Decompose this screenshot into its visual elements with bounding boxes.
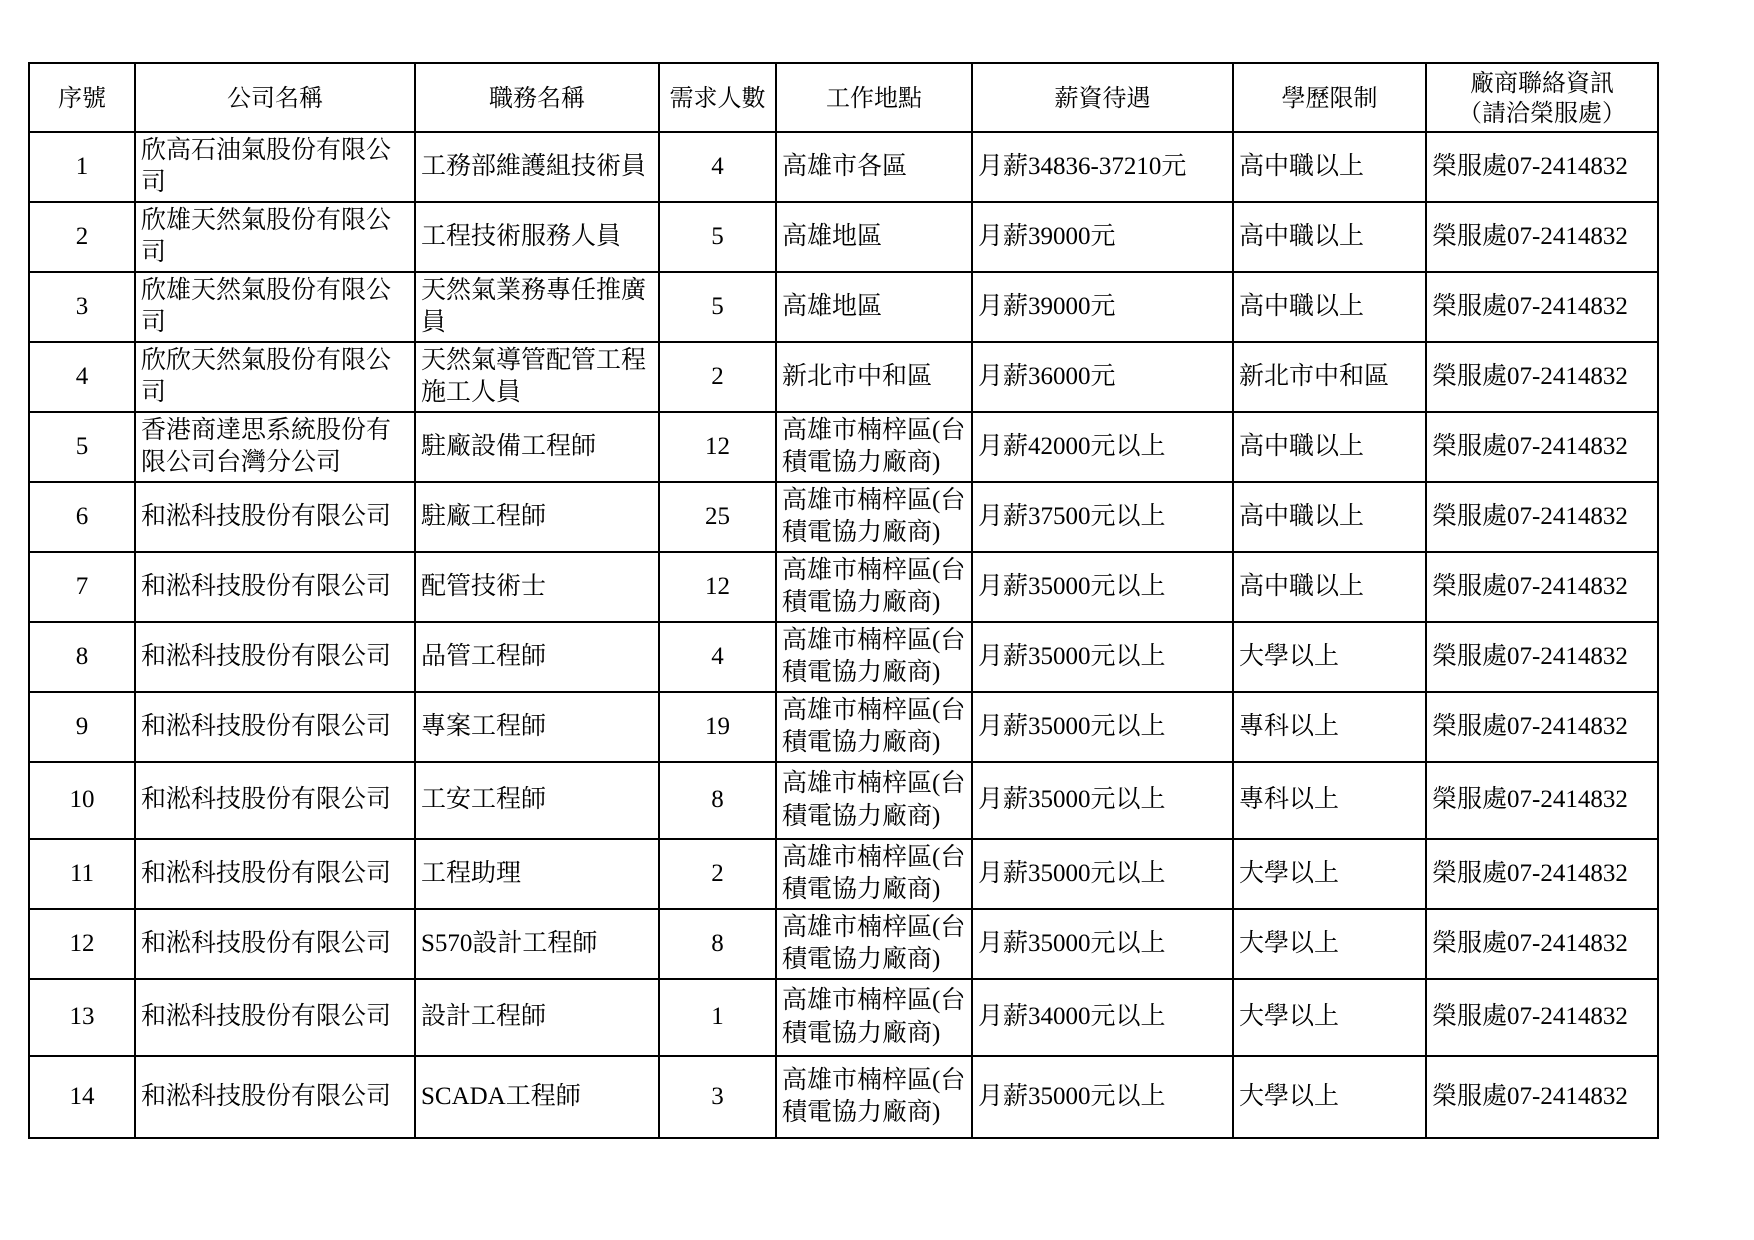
company-name: 和淞科技股份有限公司: [135, 692, 415, 762]
headcount: 3: [659, 1056, 776, 1138]
row-number: 14: [29, 1056, 135, 1138]
education-requirement: 新北市中和區: [1233, 342, 1426, 412]
table-row: [29, 272, 1658, 342]
table-row: [29, 839, 1658, 909]
headcount: 4: [659, 132, 776, 202]
education-requirement: 高中職以上: [1233, 272, 1426, 342]
job-title: SCADA工程師: [415, 1056, 659, 1138]
work-location: 高雄市楠梓區(台積電協力廠商): [776, 762, 972, 839]
table-row: [29, 412, 1658, 482]
job-listing-table: [28, 62, 1659, 1139]
table-row: [29, 762, 1658, 839]
company-name: 欣高石油氣股份有限公司: [135, 132, 415, 202]
work-location: 高雄市楠梓區(台積電協力廠商): [776, 552, 972, 622]
company-name: 欣雄天然氣股份有限公司: [135, 202, 415, 272]
contact-info: 榮服處07-2414832: [1426, 909, 1658, 979]
job-title: 專案工程師: [415, 692, 659, 762]
company-name: 香港商達思系統股份有限公司台灣分公司: [135, 412, 415, 482]
company-name: 和淞科技股份有限公司: [135, 762, 415, 839]
row-number: 10: [29, 762, 135, 839]
row-number: 3: [29, 272, 135, 342]
salary: 月薪42000元以上: [972, 412, 1233, 482]
contact-info: 榮服處07-2414832: [1426, 132, 1658, 202]
table-row: [29, 202, 1658, 272]
row-number: 8: [29, 622, 135, 692]
work-location: 高雄市各區: [776, 132, 972, 202]
contact-info: 榮服處07-2414832: [1426, 482, 1658, 552]
table-row: [29, 1056, 1658, 1138]
education-requirement: 大學以上: [1233, 979, 1426, 1056]
contact-info: 榮服處07-2414832: [1426, 552, 1658, 622]
salary: 月薪35000元以上: [972, 909, 1233, 979]
table-header: [29, 63, 1658, 132]
education-requirement: 高中職以上: [1233, 132, 1426, 202]
education-requirement: 高中職以上: [1233, 552, 1426, 622]
work-location: 高雄市楠梓區(台積電協力廠商): [776, 622, 972, 692]
contact-info: 榮服處07-2414832: [1426, 202, 1658, 272]
table-row: [29, 132, 1658, 202]
education-requirement: 高中職以上: [1233, 202, 1426, 272]
row-number: 13: [29, 979, 135, 1056]
header-company: 公司名稱: [135, 63, 415, 132]
job-title: 設計工程師: [415, 979, 659, 1056]
header-contact: [1426, 63, 1658, 132]
header-contact-line1: 廠商聯絡資訊: [1470, 68, 1614, 97]
salary: 月薪34836-37210元: [972, 132, 1233, 202]
headcount: 8: [659, 909, 776, 979]
headcount: 4: [659, 622, 776, 692]
salary: 月薪35000元以上: [972, 762, 1233, 839]
work-location: 新北市中和區: [776, 342, 972, 412]
education-requirement: 高中職以上: [1233, 482, 1426, 552]
headcount: 2: [659, 342, 776, 412]
contact-info: 榮服處07-2414832: [1426, 342, 1658, 412]
header-count: 需求人數: [659, 63, 776, 132]
job-title: 工程技術服務人員: [415, 202, 659, 272]
contact-info: 榮服處07-2414832: [1426, 1056, 1658, 1138]
job-title: 天然氣導管配管工程施工人員: [415, 342, 659, 412]
contact-info: 榮服處07-2414832: [1426, 622, 1658, 692]
contact-info: 榮服處07-2414832: [1426, 412, 1658, 482]
salary: 月薪39000元: [972, 202, 1233, 272]
header-salary: 薪資待遇: [972, 63, 1233, 132]
company-name: 欣雄天然氣股份有限公司: [135, 272, 415, 342]
headcount: 5: [659, 202, 776, 272]
education-requirement: 專科以上: [1233, 762, 1426, 839]
job-title: 工務部維護組技術員: [415, 132, 659, 202]
salary: 月薪39000元: [972, 272, 1233, 342]
education-requirement: 大學以上: [1233, 622, 1426, 692]
job-title: 工程助理: [415, 839, 659, 909]
work-location: 高雄市楠梓區(台積電協力廠商): [776, 692, 972, 762]
header-seq: 序號: [29, 63, 135, 132]
education-requirement: 專科以上: [1233, 692, 1426, 762]
job-title: 工安工程師: [415, 762, 659, 839]
company-name: 和淞科技股份有限公司: [135, 482, 415, 552]
job-title: 駐廠設備工程師: [415, 412, 659, 482]
contact-info: 榮服處07-2414832: [1426, 692, 1658, 762]
work-location: 高雄地區: [776, 202, 972, 272]
salary: 月薪35000元以上: [972, 552, 1233, 622]
row-number: 6: [29, 482, 135, 552]
table-row: [29, 482, 1658, 552]
work-location: 高雄市楠梓區(台積電協力廠商): [776, 839, 972, 909]
work-location: 高雄市楠梓區(台積電協力廠商): [776, 1056, 972, 1138]
row-number: 12: [29, 909, 135, 979]
table-row: [29, 622, 1658, 692]
table-row: [29, 342, 1658, 412]
company-name: 和淞科技股份有限公司: [135, 839, 415, 909]
job-title: 駐廠工程師: [415, 482, 659, 552]
header-job: 職務名稱: [415, 63, 659, 132]
headcount: 2: [659, 839, 776, 909]
table-body: [29, 132, 1658, 1138]
salary: 月薪34000元以上: [972, 979, 1233, 1056]
company-name: 和淞科技股份有限公司: [135, 1056, 415, 1138]
table-row: [29, 692, 1658, 762]
row-number: 7: [29, 552, 135, 622]
company-name: 和淞科技股份有限公司: [135, 552, 415, 622]
headcount: 12: [659, 552, 776, 622]
salary: 月薪35000元以上: [972, 622, 1233, 692]
salary: 月薪35000元以上: [972, 839, 1233, 909]
contact-info: 榮服處07-2414832: [1426, 839, 1658, 909]
row-number: 9: [29, 692, 135, 762]
company-name: 和淞科技股份有限公司: [135, 622, 415, 692]
table-row: [29, 909, 1658, 979]
table-row: [29, 979, 1658, 1056]
education-requirement: 大學以上: [1233, 1056, 1426, 1138]
contact-info: 榮服處07-2414832: [1426, 979, 1658, 1056]
work-location: 高雄地區: [776, 272, 972, 342]
headcount: 1: [659, 979, 776, 1056]
header-contact-line2: （請洽榮服處）: [1458, 98, 1626, 127]
work-location: 高雄市楠梓區(台積電協力廠商): [776, 909, 972, 979]
company-name: 和淞科技股份有限公司: [135, 909, 415, 979]
salary: 月薪35000元以上: [972, 1056, 1233, 1138]
row-number: 5: [29, 412, 135, 482]
header-location: 工作地點: [776, 63, 972, 132]
row-number: 1: [29, 132, 135, 202]
education-requirement: 大學以上: [1233, 839, 1426, 909]
salary: 月薪37500元以上: [972, 482, 1233, 552]
job-title: 天然氣業務專任推廣員: [415, 272, 659, 342]
salary: 月薪35000元以上: [972, 692, 1233, 762]
headcount: 8: [659, 762, 776, 839]
row-number: 4: [29, 342, 135, 412]
contact-info: 榮服處07-2414832: [1426, 762, 1658, 839]
work-location: 高雄市楠梓區(台積電協力廠商): [776, 482, 972, 552]
row-number: 2: [29, 202, 135, 272]
job-title: 品管工程師: [415, 622, 659, 692]
contact-info: 榮服處07-2414832: [1426, 272, 1658, 342]
row-number: 11: [29, 839, 135, 909]
work-location: 高雄市楠梓區(台積電協力廠商): [776, 412, 972, 482]
headcount: 25: [659, 482, 776, 552]
company-name: 和淞科技股份有限公司: [135, 979, 415, 1056]
salary: 月薪36000元: [972, 342, 1233, 412]
headcount: 12: [659, 412, 776, 482]
job-title: 配管技術士: [415, 552, 659, 622]
header-row: [29, 63, 1658, 132]
table-row: [29, 552, 1658, 622]
job-title: S570設計工程師: [415, 909, 659, 979]
education-requirement: 大學以上: [1233, 909, 1426, 979]
headcount: 19: [659, 692, 776, 762]
work-location: 高雄市楠梓區(台積電協力廠商): [776, 979, 972, 1056]
education-requirement: 高中職以上: [1233, 412, 1426, 482]
header-education: 學歷限制: [1233, 63, 1426, 132]
headcount: 5: [659, 272, 776, 342]
company-name: 欣欣天然氣股份有限公司: [135, 342, 415, 412]
